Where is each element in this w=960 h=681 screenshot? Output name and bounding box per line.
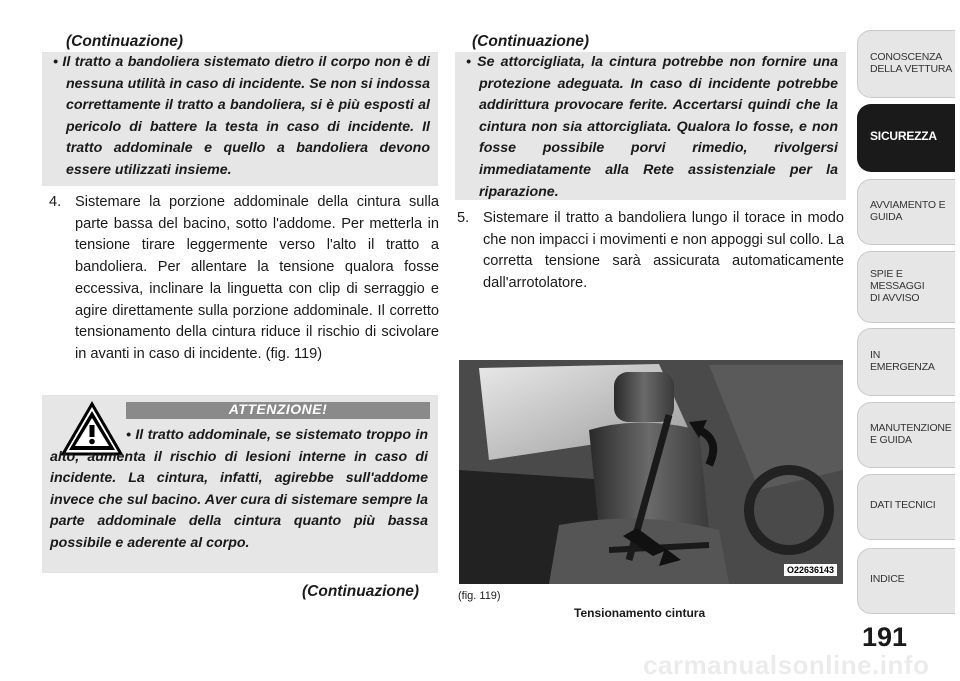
figure-seatbelt-photo (459, 360, 843, 584)
chapter-tab[interactable] (857, 328, 955, 396)
note-text-left: • Il tratto a bandoliera sistemato dietro il corpo non è di nessuna utilità in caso di incidente. Se non si indossa correttamente il tratto a bandoliera, si è più esposti al pericolo di battere la testa in caso di incidente. Il tratto addominale e quello a bandoliera devono essere utilizzati insieme. (53, 54, 430, 178)
figure-reference: (fig. 119) (458, 590, 501, 602)
chapter-tab-label: AVVIAMENTO E (870, 199, 946, 211)
chapter-tab-label: SPIE E (870, 268, 903, 280)
page-number: 191 (862, 622, 908, 652)
chapter-tab-label: E GUIDA (870, 434, 912, 446)
chapter-tab[interactable] (857, 251, 955, 323)
step-number: 5. (457, 210, 470, 226)
note-text-right: • Se attorcigliata, la cintura potrebbe non fornire una protezione adeguata. In caso di incidente potrebbe addirittura provocare ferite. Accertarsi quindi che la cintura non sia attorcigliata. Qualora lo fosse, e non fosse possibile porvi rimedio, rivolgersi immediatamente alla Rete assistenziale per la riparazione. (466, 54, 838, 200)
chapter-tab-label: MANUTENZIONE (870, 422, 952, 434)
step-text: Sistemare il tratto a bandoliera lungo il torace in modo che non impacci i movimenti e non appoggi sul collo. La corretta tensione sarà assicurata automaticamente dall'arrotolatore. (483, 210, 844, 292)
step-text: Sistemare la porzione addominale della cintura sulla parte bassa del bacino, sotto l'addome. Per metterla in tensione tirare leggermente verso l'alto il tratto a bandoliera. Per allentare la tensione qualora fosse eccessiva, inclinare la linguetta con clip di serraggio e agire direttamente sulla porzione addominale. Il corretto tensionamento della cintura riduce il rischio di scivolare in avanti in caso di incidente. (fig. 119) (75, 194, 439, 362)
warning-box (42, 395, 438, 573)
note-box-left (42, 52, 438, 186)
step-5 (457, 208, 844, 295)
continuation-label-bottom-left: (Continuazione) (302, 583, 420, 600)
chapter-tab-label: DATI TECNICI (870, 499, 936, 511)
chapter-tab[interactable] (857, 179, 955, 245)
chapter-tab-label: GUIDA (870, 211, 903, 223)
watermark: carmanualsonline.info (643, 650, 930, 680)
chapter-tab-label: DELLA VETTURA (870, 63, 953, 75)
chapter-tab-label: EMERGENZA (870, 361, 935, 373)
chapter-tab-label: SICUREZZA (870, 129, 937, 143)
chapter-tab-label: IN (870, 349, 881, 361)
figure-caption: Tensionamento cintura (574, 606, 706, 620)
continuation-label-top-right: (Continuazione) (472, 33, 590, 50)
seat-illustration (459, 360, 843, 584)
chapter-tab-label: INDICE (870, 573, 905, 585)
chapter-tab-label: MESSAGGI (870, 280, 925, 292)
chapter-tab[interactable] (857, 474, 955, 540)
chapter-tab[interactable] (857, 104, 955, 172)
figure-code: O22636143 (784, 564, 837, 576)
step-number: 4. (49, 194, 62, 210)
warning-title: ATTENZIONE! (228, 401, 328, 417)
chapter-tab[interactable] (857, 30, 955, 98)
step-4 (49, 192, 439, 366)
continuation-label-top-left: (Continuazione) (66, 33, 184, 50)
note-box-right (455, 52, 846, 200)
chapter-tab[interactable] (857, 548, 955, 614)
chapter-tab[interactable] (857, 402, 955, 468)
warning-text: • Il tratto addominale, se sistemato troppo in alto, aumenta il rischio di lesioni interne in caso di incidente. La cintura, infatti, agirebbe sull'addome invece che sul bacino. Aver cura di sistemare sempre la parte addominale della cintura quanto più bassa possibile e aderente al corpo. (50, 427, 428, 551)
chapter-tab-label: CONOSCENZA (870, 51, 943, 63)
chapter-tab-label: DI AVVISO (870, 292, 920, 304)
